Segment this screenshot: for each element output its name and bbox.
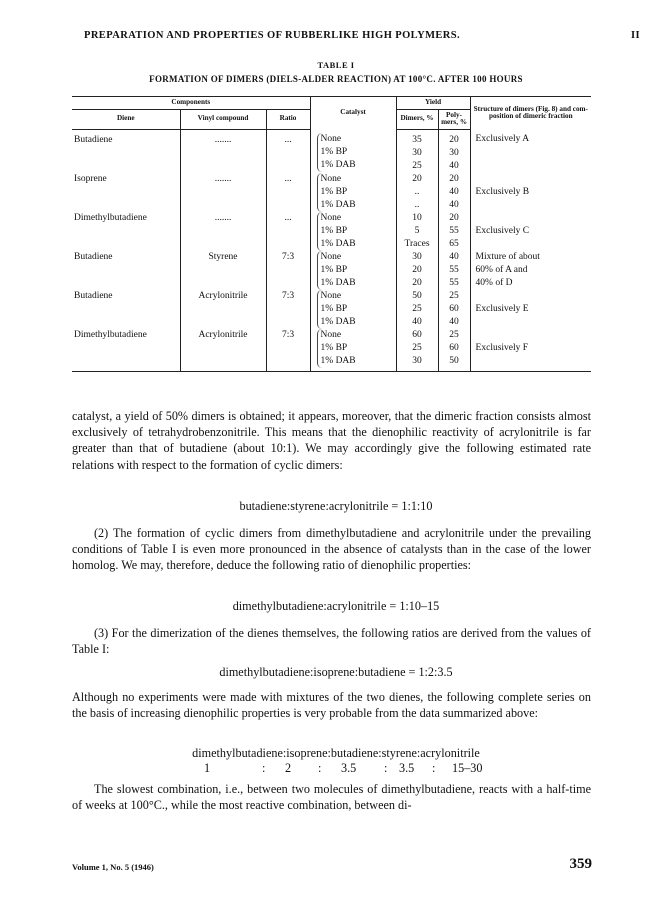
cell-dim	[396, 329, 438, 372]
cat-line: None	[320, 212, 342, 223]
dim-line: 20	[412, 277, 422, 288]
cell-vinyl: Acrylonitrile	[180, 290, 266, 329]
poly-line: 55	[449, 225, 459, 236]
cell-diene: Dimethylbutadiene	[72, 329, 180, 372]
header-polymers: Poly-mers, %	[438, 109, 470, 129]
struct-line: Mixture of about	[475, 251, 540, 262]
cat-line: 1% DAB	[320, 355, 356, 366]
paragraph-5: The slowest combination, i.e., between two molecules of dimethylbutadiene, reacts with a half-time of weeks at 100°C., while the most reactive combination, between di-	[72, 782, 591, 813]
cat-line: None	[320, 134, 342, 145]
struct-line	[476, 355, 590, 368]
cat-line: 1% DAB	[320, 277, 356, 288]
cat-line: 1% DAB	[320, 316, 356, 327]
series-separator: :	[384, 761, 388, 775]
cell-dim	[396, 212, 438, 251]
poly-line: 40	[449, 186, 459, 197]
dim-line: Traces	[404, 238, 430, 249]
poly-line: 55	[449, 264, 459, 275]
struct-line: 40% of D	[475, 277, 513, 288]
table-row	[72, 329, 591, 372]
cell-dim	[396, 129, 438, 173]
cell-vinyl: .......	[180, 129, 266, 173]
cell-dim	[396, 251, 438, 290]
cell-diene: Dimethylbutadiene	[74, 212, 147, 223]
equation-2: dimethylbutadiene:acrylonitrile = 1:10–15	[232, 599, 440, 613]
cell-vinyl: .......	[180, 173, 266, 212]
paragraph-1: catalyst, a yield of 50% dimers is obtained; it appears, moreover, that the dimeric fraction consists almost exclusively of tetrahydrobenzonitrile. This means that the dienophilic reactivity of acrylonitrile is far greater than that of butadiene (about 10:1). We may accordingly give the following estimated rate relations with respect to the formation of cyclic dimers:	[72, 409, 591, 472]
dim-line: 30	[412, 251, 422, 262]
dim-line: 25	[412, 303, 422, 314]
poly-line: 30	[449, 147, 459, 158]
cell-diene: Isoprene	[74, 173, 107, 184]
cell-poly	[438, 129, 470, 173]
cell-poly	[438, 173, 470, 212]
struct-line	[476, 238, 590, 251]
dim-line: 5	[414, 225, 420, 236]
cell-dim	[396, 173, 438, 212]
equation-3: dimethylbutadiene:isoprene:butadiene = 1:2:3.5	[219, 665, 453, 679]
cat-line: None	[320, 173, 342, 184]
series-names: dimethylbutadiene:isoprene:butadiene:styrene:acrylonitrile	[192, 746, 480, 760]
dim-line: 30	[412, 355, 422, 366]
struct-line	[476, 159, 590, 172]
poly-line: 25	[449, 329, 459, 340]
cat-line: None	[320, 290, 342, 301]
table-label: TABLE I	[317, 60, 355, 70]
header-dimers: Dimers, %	[396, 109, 438, 129]
page-number: 359	[569, 856, 592, 872]
struct-line: Exclusively A	[475, 134, 530, 145]
header-ratio: Ratio	[266, 109, 310, 129]
struct-line: 60% of A and	[475, 264, 528, 275]
struct-line	[476, 290, 590, 303]
dim-line: 35	[412, 134, 422, 145]
cat-line: None	[320, 329, 342, 340]
cell-struct	[470, 173, 591, 212]
cell-ratio: 7:3	[266, 329, 310, 372]
table-row	[72, 212, 591, 251]
series-value: 2	[285, 761, 292, 775]
cell-cat	[310, 129, 396, 173]
cell-diene: Butadiene	[74, 251, 113, 262]
cell-struct	[470, 212, 591, 251]
cat-line: 1% BP	[320, 147, 348, 158]
series-value: 3.5	[399, 761, 415, 775]
poly-line: 50	[449, 355, 459, 366]
series-value: 15–30	[452, 761, 483, 775]
poly-line: 55	[449, 277, 459, 288]
cat-line: 1% BP	[320, 303, 348, 314]
cell-poly	[438, 329, 470, 372]
cell-dim	[396, 290, 438, 329]
struct-line	[476, 146, 590, 159]
cell-cat	[310, 329, 396, 372]
poly-line: 40	[449, 160, 459, 171]
cell-poly	[438, 212, 470, 251]
cat-line: 1% BP	[320, 225, 348, 236]
struct-line	[476, 199, 590, 212]
dimer-formation-table	[72, 96, 591, 372]
series-value: 3.5	[341, 761, 357, 775]
series-value: 1	[204, 761, 211, 775]
header-yield: Yield	[396, 97, 470, 110]
cell-vinyl: Styrene	[180, 251, 266, 290]
table-row	[72, 173, 591, 212]
cell-cat	[310, 251, 396, 290]
dim-line: 25	[412, 160, 422, 171]
cell-cat	[310, 173, 396, 212]
cat-line: 1% BP	[320, 264, 348, 275]
poly-line: 25	[449, 290, 459, 301]
dim-line: 20	[412, 264, 422, 275]
header-components: Components	[72, 97, 310, 110]
paragraph-3: (3) For the dimerization of the dienes themselves, the following ratios are derived from the values of Table I:	[72, 626, 591, 657]
running-title: PREPARATION AND PROPERTIES OF RUBBERLIKE HIGH POLYMERS.	[84, 30, 461, 41]
cell-poly	[438, 251, 470, 290]
cat-line: 1% DAB	[320, 238, 356, 249]
struct-line	[476, 212, 590, 225]
poly-line: 60	[449, 342, 459, 353]
cell-diene: Butadiene	[74, 134, 113, 145]
cell-struct	[470, 251, 591, 290]
header-structure: Structure of dimers (Fig. 8) and com-position of dimeric fraction	[470, 97, 591, 130]
struct-line	[476, 329, 590, 342]
dim-line: 10	[412, 212, 422, 223]
cat-line: 1% DAB	[320, 160, 356, 171]
dim-line: 40	[412, 316, 422, 327]
cat-line: 1% DAB	[320, 199, 356, 210]
cell-ratio: 7:3	[266, 251, 310, 290]
struct-line: Exclusively E	[475, 303, 529, 314]
series-separator: :	[432, 761, 436, 775]
series-separator: :	[318, 761, 322, 775]
struct-line: Exclusively B	[475, 186, 530, 197]
poly-line: 60	[449, 303, 459, 314]
struct-line	[476, 173, 590, 186]
dim-line: ..	[414, 186, 420, 197]
cell-struct	[470, 129, 591, 173]
equation-1: butadiene:styrene:acrylonitrile = 1:1:10	[239, 499, 433, 513]
header-diene: Diene	[72, 109, 180, 129]
cell-struct	[470, 329, 591, 372]
struct-line: Exclusively F	[475, 342, 529, 353]
footer-volume: Volume 1, No. 5 (1946)	[72, 862, 154, 872]
cell-struct	[470, 290, 591, 329]
dim-line: 30	[412, 147, 422, 158]
poly-line: 20	[449, 173, 459, 184]
dim-line: 50	[412, 290, 422, 301]
dim-line: 20	[412, 173, 422, 184]
cat-line: 1% BP	[320, 342, 348, 353]
poly-line: 20	[449, 212, 459, 223]
cell-poly	[438, 290, 470, 329]
header-vinyl: Vinyl compound	[180, 109, 266, 129]
poly-line: 40	[449, 199, 459, 210]
poly-line: 40	[449, 316, 459, 327]
cell-ratio: ...	[266, 212, 310, 251]
cell-cat	[310, 290, 396, 329]
table-caption: FORMATION OF DIMERS (DIELS-ALDER REACTION) AT 100°C. AFTER 100 HOURS	[149, 74, 523, 84]
poly-line: 65	[449, 238, 459, 249]
cell-vinyl: Acrylonitrile	[180, 329, 266, 372]
cell-ratio: 7:3	[266, 290, 310, 329]
struct-line	[476, 316, 590, 329]
series-separator: :	[262, 761, 266, 775]
header-catalyst: Catalyst	[310, 97, 396, 130]
cell-diene: Butadiene	[74, 290, 113, 301]
section-number: II	[631, 30, 640, 41]
dim-line: 60	[412, 329, 422, 340]
poly-line: 20	[449, 134, 459, 145]
cell-cat	[310, 212, 396, 251]
poly-line: 40	[449, 251, 459, 262]
paragraph-4: Although no experiments were made with mixtures of the two dienes, the following complete series on the basis of increasing dienophilic properties is very probable from the data summarized above:	[72, 690, 591, 721]
cell-ratio: ...	[266, 129, 310, 173]
table-row	[72, 290, 591, 329]
cat-line: None	[320, 251, 342, 262]
table-row	[72, 129, 591, 173]
dim-line: 25	[412, 342, 422, 353]
table-row	[72, 251, 591, 290]
dim-line: ..	[414, 199, 420, 210]
cell-ratio: ...	[266, 173, 310, 212]
cat-line: 1% BP	[320, 186, 348, 197]
struct-line: Exclusively C	[475, 225, 530, 236]
paragraph-2: (2) The formation of cyclic dimers from dimethylbutadiene and acrylonitrile under the prevailing conditions of Table I is even more pronounced in the absence of catalysts than in the case of the lower homolog. We may, therefore, deduce the following ratio of dienophilic properties:	[72, 526, 591, 573]
cell-vinyl: .......	[180, 212, 266, 251]
